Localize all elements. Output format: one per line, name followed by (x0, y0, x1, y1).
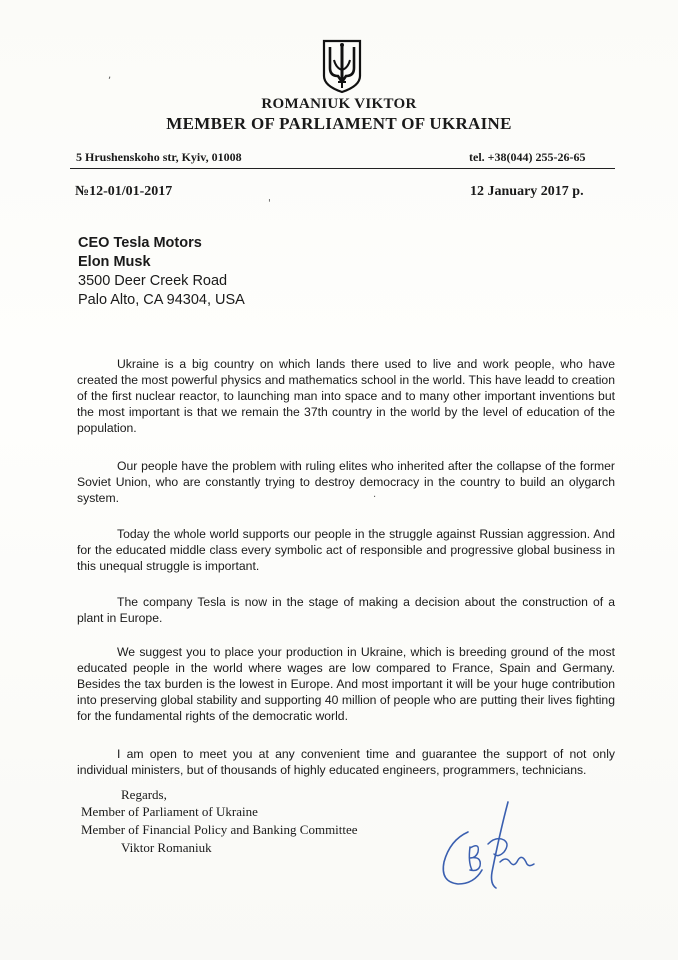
body-paragraph: Today the whole world supports our people in the struggle against Russian aggression. And for the educated middle class every symbolic act of responsible and progressive global business in this unequal struggle is important. (77, 527, 615, 574)
sender-name: ROMANIUK VIKTOR (261, 96, 417, 112)
closing-position-committee: Member of Financial Policy and Banking Committee (81, 822, 358, 837)
sender-address: 5 Hrushenskoho str, Kyiv, 01008 (76, 150, 242, 164)
scan-mark: ' (268, 198, 271, 209)
recipient-block (78, 234, 245, 310)
sender-phone: tel. +38(044) 255-26-65 (469, 150, 586, 164)
signer-name: Viktor Romaniuk (121, 840, 212, 855)
closing-regards: Regards, (121, 787, 167, 802)
body-paragraph: We suggest you to place your production in Ukraine, which is breeding ground of the most educated people in the world where wages are low compared to France, Spain and Germany. Besides the tax burden is the lowest in Europe. And most important it will be your huge contribution into preserving global stability and supporting 40 million of people who are putting their lives fighting for the fundamental rights of the democratic world. (77, 645, 615, 724)
body-paragraph: Our people have the problem with ruling elites who inherited after the collapse of the former Soviet Union, who are constantly trying to destroy democracy in the country to build an olygarch system. (77, 459, 615, 506)
handwritten-signature-icon (430, 792, 550, 897)
recipient-position: CEO Tesla Motors (78, 235, 202, 251)
body-paragraph: The company Tesla is now in the stage of making a decision about the construction of a plant in Europe. (77, 595, 615, 626)
recipient-name: Elon Musk (78, 254, 151, 270)
body-paragraph: Ukraine is a big country on which lands there used to live and work people, who have created the most powerful physics and mathematics school in the world. This have leadd to creation of the first nuclear reactor, to launching man into space and to many other important inventions but the most important is that we remain the 37th country in the world by the level of education of the population. (77, 357, 615, 436)
scan-mark: · (373, 492, 377, 503)
letter-date: 12 January 2017 p. (470, 184, 584, 199)
reference-number: №12-01/01-2017 (75, 184, 173, 199)
closing-position-mp: Member of Parliament of Ukraine (81, 804, 258, 819)
scan-mark: , (108, 70, 112, 81)
sender-title: MEMBER OF PARLIAMENT OF UKRAINE (166, 114, 512, 133)
header-divider (70, 168, 615, 169)
recipient-street: 3500 Deer Creek Road (78, 273, 228, 289)
recipient-city: Palo Alto, CA 94304, USA (78, 292, 245, 308)
trident-emblem-icon (321, 38, 363, 94)
body-paragraph: I am open to meet you at any convenient time and guarantee the support of not only individual ministers, but of thousands of highly educated engineers, programmers, technicians. (77, 747, 615, 778)
